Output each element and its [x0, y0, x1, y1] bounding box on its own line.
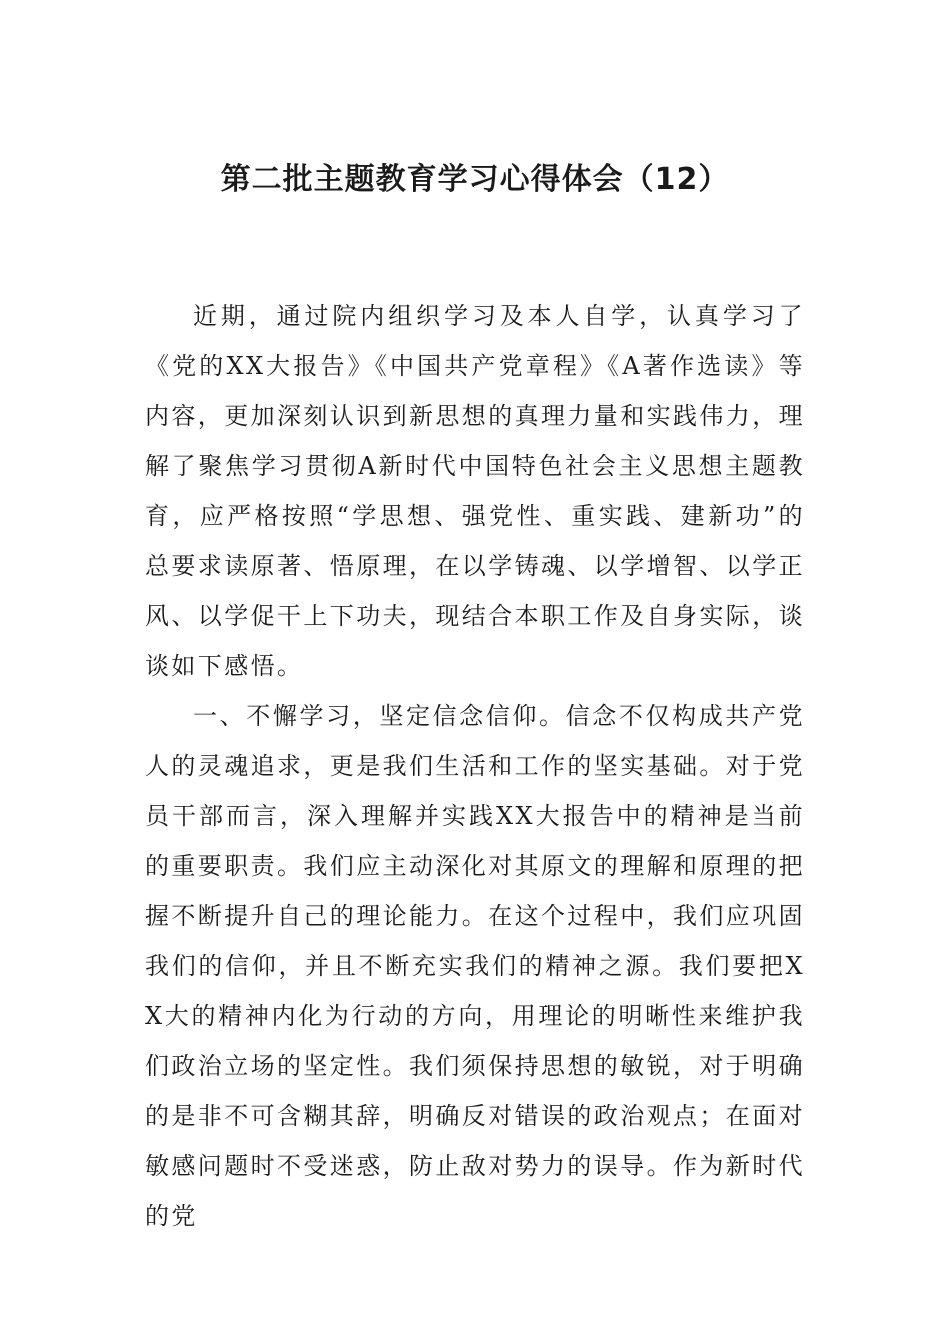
paragraph-intro: 近期，通过院内组织学习及本人自学，认真学习了《党的XX大报告》《中国共产党章程》《A著作选读》等内容，更加深刻认识到新思想的真理力量和实践伟力，理解了聚焦学习贯彻A新时代中国特色社会主义思想主题教育，应严格按照“学思想、强党性、重实践、建新功”的总要求读原著、悟原理，在以学铸魂、以学增智、以学正风、以学促干上下功夫，现结合本职工作及自身实际，谈谈如下感悟。	[145, 302, 805, 680]
document-body	[145, 291, 805, 1241]
document-title: 第二批主题教育学习心得体会（12）	[220, 162, 730, 197]
paragraph-section-one: 一、不懈学习，坚定信念信仰。信念不仅构成共产党人的灵魂追求，更是我们生活和工作的坚实基础。对于党员干部而言，深入理解并实践XX大报告中的精神是当前的重要职责。我们应主动深化对其原文的理解和原理的把握不断提升自己的理论能力。在这个过程中，我们应巩固我们的信仰，并且不断充实我们的精神之源。我们要把XX大的精神内化为行动的方向，用理论的明晰性来维护我们政治立场的坚定性。我们须保持思想的敏锐，对于明确的是非不可含糊其辞，明确反对错误的政治观点；在面对敏感问题时不受迷惑，防止敌对势力的误导。作为新时代的党	[145, 702, 805, 1230]
